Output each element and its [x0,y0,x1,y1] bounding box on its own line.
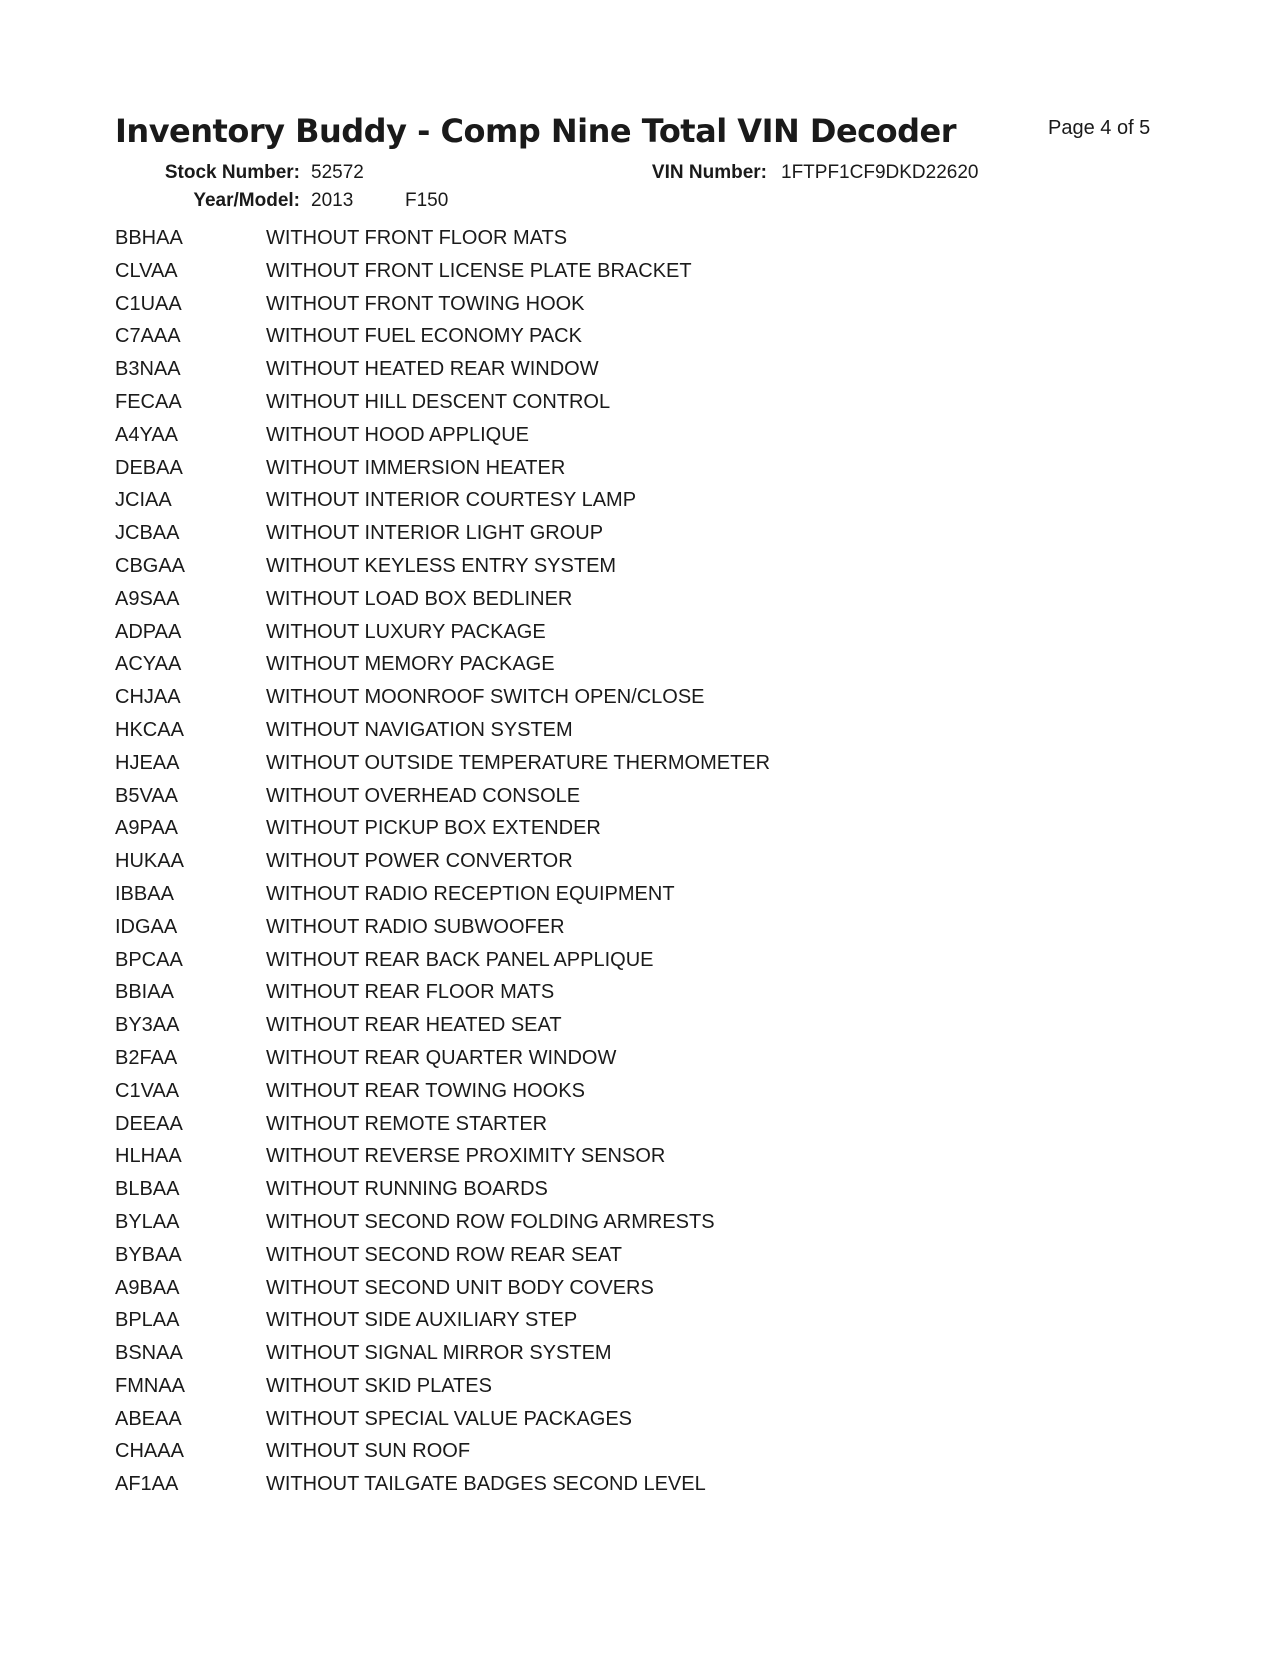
option-code: CHAAA [115,1440,184,1463]
option-code: A9PAA [115,817,178,840]
option-description: WITHOUT NAVIGATION SYSTEM [266,718,573,741]
option-code: HUKAA [115,850,184,873]
option-row [115,916,770,949]
option-description: WITHOUT REMOTE STARTER [266,1112,548,1135]
option-row [115,850,770,883]
option-code: B3NAA [115,358,181,381]
option-description: WITHOUT SIDE AUXILIARY STEP [266,1309,578,1332]
option-row [115,817,770,850]
stock-number-value: 52572 [311,162,364,183]
option-description: WITHOUT IMMERSION HEATER [266,456,566,479]
option-description: WITHOUT RUNNING BOARDS [266,1178,548,1201]
option-row [115,719,770,752]
option-code: BYBAA [115,1243,182,1266]
option-description: WITHOUT REAR BACK PANEL APPLIQUE [266,948,654,971]
option-code: AF1AA [115,1473,179,1496]
option-row [115,457,770,490]
option-code: BBHAA [115,227,183,249]
option-code: FMNAA [115,1374,185,1397]
option-row [115,1473,770,1506]
page-title: Inventory Buddy - Comp Nine Total VIN Decoder [115,112,956,150]
option-row [115,686,770,719]
year-value: 2013 [311,190,354,211]
option-code: HJEAA [115,751,180,774]
option-description: WITHOUT SPECIAL VALUE PACKAGES [266,1407,633,1430]
option-description: WITHOUT HILL DESCENT CONTROL [266,390,611,413]
option-row [115,1211,770,1244]
option-row [115,260,770,293]
option-code: ABEAA [115,1407,182,1430]
option-description: WITHOUT OVERHEAD CONSOLE [266,784,581,807]
page-number: Page 4 of 5 [1048,117,1151,139]
option-code: JCBAA [115,522,180,545]
option-description: WITHOUT REVERSE PROXIMITY SENSOR [266,1145,666,1168]
option-code: BSNAA [115,1342,183,1365]
option-description: WITHOUT REAR HEATED SEAT [266,1014,562,1037]
option-code: CLVAA [115,259,178,282]
option-row [115,1014,770,1047]
option-description: WITHOUT REAR FLOOR MATS [266,981,555,1004]
option-description: WITHOUT FRONT LICENSE PLATE BRACKET [266,259,692,282]
option-row [115,1309,770,1342]
option-row [115,1375,770,1408]
option-code: DEBAA [115,456,183,479]
option-description: WITHOUT SKID PLATES [266,1374,492,1397]
option-row [115,1244,770,1277]
vin-number-label: VIN Number: [651,162,767,183]
option-row [115,522,770,555]
option-code: DEEAA [115,1112,183,1135]
option-description: WITHOUT LUXURY PACKAGE [266,620,546,643]
option-description: WITHOUT MOONROOF SWITCH OPEN/CLOSE [266,686,705,709]
option-code: C7AAA [115,325,181,348]
option-row [115,1178,770,1211]
option-description: WITHOUT SECOND ROW REAR SEAT [266,1243,622,1266]
option-code: C1VAA [115,1079,180,1102]
option-code: BY3AA [115,1014,180,1037]
option-row [115,1145,770,1178]
option-description: WITHOUT RADIO SUBWOOFER [266,915,565,938]
option-code: FECAA [115,390,182,413]
option-code: JCIAA [115,489,172,512]
year-model-label: Year/Model: [193,190,300,211]
option-description: WITHOUT OUTSIDE TEMPERATURE THERMOMETER [266,751,771,774]
option-code: HKCAA [115,718,184,741]
option-row [115,391,770,424]
option-row [115,1113,770,1146]
option-description: WITHOUT TAILGATE BADGES SECOND LEVEL [266,1473,706,1496]
option-description: WITHOUT FUEL ECONOMY PACK [266,325,582,348]
option-description: WITHOUT LOAD BOX BEDLINER [266,587,573,610]
option-row [115,588,770,621]
option-row [115,949,770,982]
option-code: B5VAA [115,784,178,807]
option-row [115,883,770,916]
option-description: WITHOUT HEATED REAR WINDOW [266,358,599,381]
option-code: ACYAA [115,653,182,676]
option-description: WITHOUT HOOD APPLIQUE [266,423,529,446]
option-row [115,424,770,457]
option-row [115,1277,770,1310]
option-code: A4YAA [115,423,178,446]
option-code: A9BAA [115,1276,180,1299]
option-code-list [115,227,770,1506]
option-description: WITHOUT INTERIOR LIGHT GROUP [266,522,604,545]
option-description: WITHOUT PICKUP BOX EXTENDER [266,817,601,840]
option-description: WITHOUT RADIO RECEPTION EQUIPMENT [266,882,675,905]
option-description: WITHOUT SECOND UNIT BODY COVERS [266,1276,654,1299]
option-description: WITHOUT INTERIOR COURTESY LAMP [266,489,637,512]
option-row [115,653,770,686]
option-row [115,785,770,818]
option-row [115,293,770,326]
option-code: C1UAA [115,292,182,315]
option-code: A9SAA [115,587,180,610]
option-code: BBIAA [115,981,174,1004]
option-row [115,358,770,391]
option-code: ADPAA [115,620,182,643]
stock-number-label: Stock Number: [164,162,300,183]
option-description: WITHOUT FRONT FLOOR MATS [266,227,568,249]
option-row [115,1047,770,1080]
option-description: WITHOUT REAR TOWING HOOKS [266,1079,585,1102]
option-description: WITHOUT SIGNAL MIRROR SYSTEM [266,1342,612,1365]
vin-number-value: 1FTPF1CF9DKD22620 [781,162,979,183]
option-code: BLBAA [115,1178,180,1201]
option-code: CHJAA [115,686,181,709]
option-row [115,752,770,785]
option-description: WITHOUT KEYLESS ENTRY SYSTEM [266,554,617,577]
option-row [115,981,770,1014]
option-row [115,227,770,260]
option-row [115,555,770,588]
option-description: WITHOUT POWER CONVERTOR [266,850,573,873]
option-code: BPLAA [115,1309,180,1332]
option-code: B2FAA [115,1046,178,1069]
option-code: IDGAA [115,915,178,938]
option-description: WITHOUT SUN ROOF [266,1440,471,1463]
option-code: BYLAA [115,1210,180,1233]
option-description: WITHOUT MEMORY PACKAGE [266,653,555,676]
option-row [115,489,770,522]
option-row [115,621,770,654]
option-row [115,325,770,358]
option-code: IBBAA [115,882,174,905]
option-code: HLHAA [115,1145,182,1168]
option-row [115,1080,770,1113]
option-row [115,1440,770,1473]
option-code: BPCAA [115,948,183,971]
option-row [115,1408,770,1441]
option-row [115,1342,770,1375]
option-description: WITHOUT SECOND ROW FOLDING ARMRESTS [266,1210,715,1233]
option-description: WITHOUT FRONT TOWING HOOK [266,292,585,315]
option-description: WITHOUT REAR QUARTER WINDOW [266,1046,617,1069]
model-value: F150 [405,190,449,211]
option-code: CBGAA [115,554,186,577]
